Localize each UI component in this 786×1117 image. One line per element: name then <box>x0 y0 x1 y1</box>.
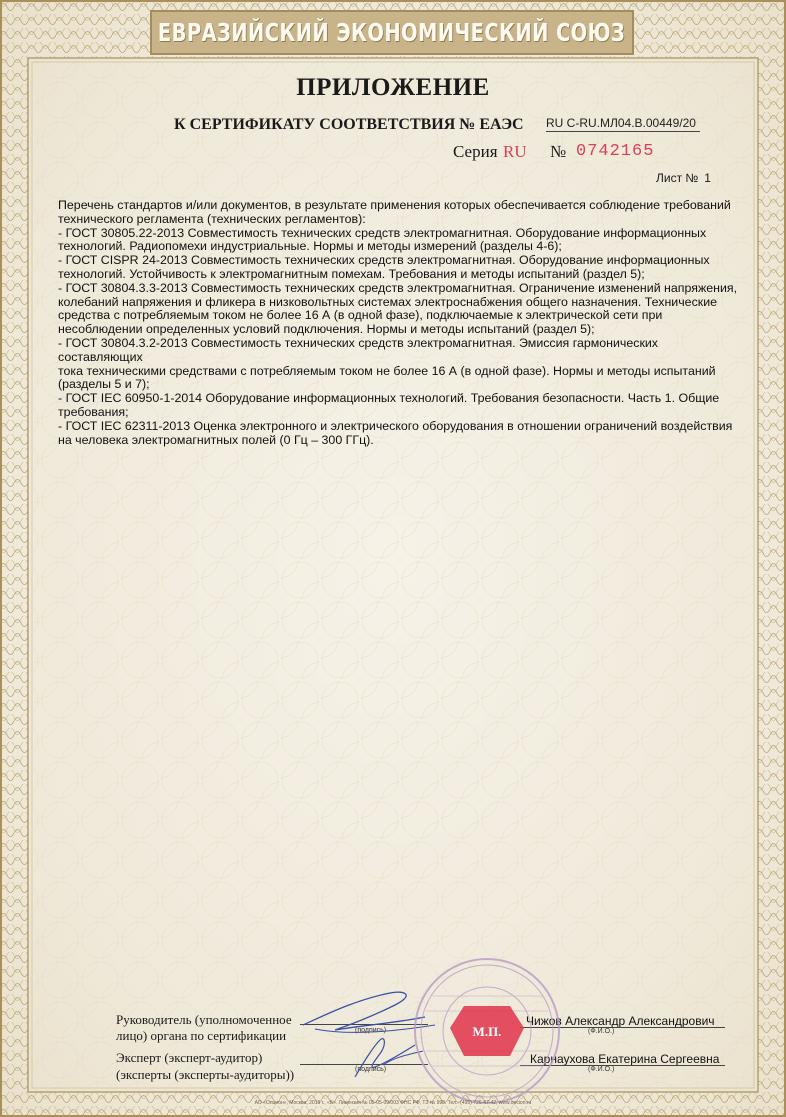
union-title: ЕВРАЗИЙСКИЙ ЭКОНОМИЧЕСКИЙ СОЮЗ <box>158 18 626 47</box>
blank-number: 0742165 <box>576 142 655 161</box>
printer-footer: АО «Опцион», Москва, 2019 г., «Б». Лицензия № 05-05-09/003 ФНС РФ, ТЗ № 998. Тел.: (495) 726-47-42, www.opcion.ru <box>254 1100 532 1106</box>
certificate-number: RU С-RU.МЛ04.В.00449/20 <box>546 116 700 132</box>
head-name: Чижов Александр Александрович <box>526 1014 715 1028</box>
body-line: технологий. Устойчивость к электромагнитным помехам. Требования и методы испытаний (раздел 5); <box>58 266 645 281</box>
body-line: - ГОСТ CISPR 24-2013 Совместимость технических средств электромагнитная. Оборудование информационных <box>58 253 710 268</box>
body-line: - ГОСТ 30804.3.3-2013 Совместимость технических средств электромагнитная. Ограничение изменений напряжения, <box>58 280 738 295</box>
body-line: несоблюдении определенных условий подключения. Нормы и методы испытаний (раздел 5); <box>58 322 595 337</box>
page-title: ПРИЛОЖЕНИЕ <box>296 74 490 101</box>
body-line: - ГОСТ 30805.22-2013 Совместимость технических средств электромагнитная. Оборудование информационных <box>58 225 707 240</box>
body-line: тока техническими средствами с потребляемым током не более 16 А (в одной фазе). Нормы и методы испытаний <box>58 363 716 378</box>
head-signature-caption: (подпись) <box>355 1027 387 1034</box>
body-line: технического регламента (технических регламентов): <box>58 211 366 226</box>
body-line: (разделы 5 и 7); <box>58 377 150 392</box>
head-label-line1: Руководитель (уполномоченное <box>116 1012 292 1027</box>
sheet-label: Лист № <box>656 171 699 185</box>
body-line: требования; <box>58 404 129 419</box>
head-fio-caption: (Ф.И.О.) <box>588 1028 615 1035</box>
standards-list <box>58 199 738 447</box>
expert-label-line2: (эксперты (эксперты-аудиторы)) <box>116 1067 295 1082</box>
body-line: технологий. Радиопомехи индустриальные. Нормы и методы измерений (разделы 4-6); <box>58 239 562 254</box>
body-line: Перечень стандартов и/или документов, в результате применения которых обеспечивается соблюдение требований <box>58 198 731 212</box>
certificate-subtitle: К СЕРТИФИКАТУ СООТВЕТСТВИЯ № ЕАЭС <box>174 116 524 133</box>
body-line: колебаний напряжения и фликера в низковольтных системах электроснабжения общего назначения. Технические <box>58 294 718 309</box>
head-label-line2: лицо) органа по сертификации <box>116 1028 287 1043</box>
series-value: RU <box>503 142 527 161</box>
body-line: - ГОСТ 30804.3.2-2013 Совместимость технических средств электромагнитная. Эмиссия гармонических составляющих <box>58 335 658 364</box>
expert-signature-caption: (подпись) <box>355 1066 387 1073</box>
certification-stamp <box>412 956 562 1106</box>
stamp-label: М.П. <box>472 1024 502 1039</box>
number-label: № <box>550 142 567 161</box>
union-banner <box>150 10 634 55</box>
expert-fio-caption: (Ф.И.О.) <box>588 1066 615 1073</box>
body-line: на человека электромагнитных полей (0 Гц – 300 ГГц). <box>58 432 374 447</box>
sheet-value: 1 <box>704 171 711 185</box>
body-line: - ГОСТ IEC 62311-2013 Оценка электронного и электрического оборудования в отношении ограничений воздействия <box>58 418 733 433</box>
expert-name: Карнаухова Екатерина Сергеевна <box>530 1052 720 1066</box>
body-line: средства с потребляемым током не более 16 А (в одной фазе), подключаемые к электрической сети при <box>58 308 663 323</box>
body-line: - ГОСТ IEC 60950-1-2014 Оборудование информационных технологий. Требования безопасности. Часть 1. Общие <box>58 391 720 406</box>
series-label: Серия <box>453 142 498 161</box>
sheet-number <box>656 171 711 185</box>
expert-label-line1: Эксперт (эксперт-аудитор) <box>116 1050 263 1065</box>
